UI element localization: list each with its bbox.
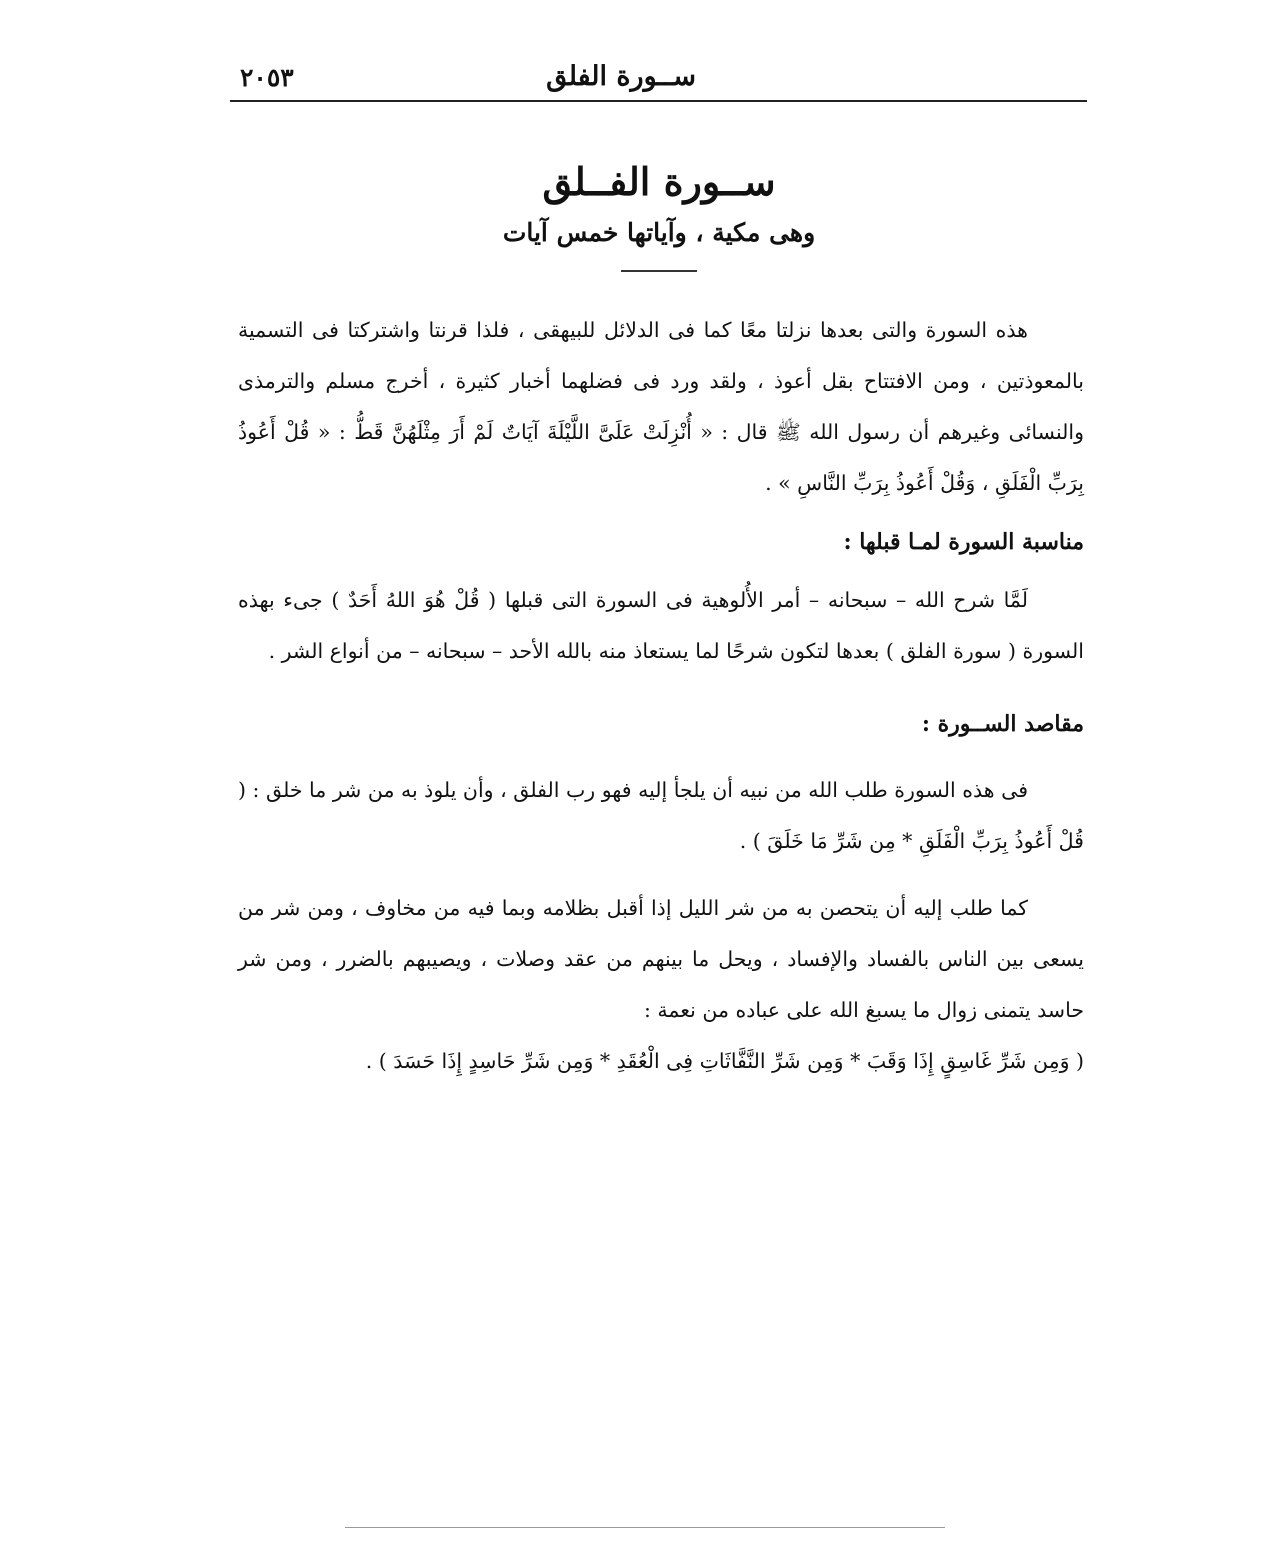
verse-paragraph: ( وَمِن شَرِّ غَاسِقٍ إِذَا وَقَبَ * وَمِن شَرِّ النَّفَّاثَاتِ فِى الْعُقَدِ * وَمِن شَرِّ حَاسِدٍ إِذَا حَسَدَ ) . [365,1049,1084,1073]
objectives-paragraph-2: كما طلب إليه أن يتحصن به من شر الليل إذا أقبل بظلامه وبما فيه من مخاوف ، ومن شر من يسعى بين الناس بالفساد والإفساد ، ويحل ما بينهم من عقد وصلات ، ويصيبهم بالضرر ، ومن شر حاسد يتمنى زوال ما يسبغ الله على عباده من نعمة : [238,896,1084,1022]
surah-subtitle: وهى مكية ، وآياتها خمس آيات [502,218,816,247]
title-divider [621,270,697,272]
body-text [238,305,1084,1087]
page-number: ٢٠٥٣ [240,63,294,92]
running-header-title: ســورة الفلق [546,61,696,92]
relation-paragraph: لَمَّا شرح الله – سبحانه – أمر الأُلوهية فى السورة التى قبلها ( قُلْ هُوَ اللهُ أَحَدٌ ) جىء بهذه السورة ( سورة الفلق ) بعدها لتكون شرحًا لما يستعاذ منه بالله الأحد – سبحانه – من أنواع الشر . [238,588,1084,663]
header-rule [230,100,1087,102]
objectives-paragraph-1: فى هذه السورة طلب الله من نبيه أن يلجأ إليه فهو رب الفلق ، وأن يلوذ به من شر ما خلق : ( قُلْ أَعُوذُ بِرَبِّ الْفَلَقِ * مِن شَرِّ مَا خَلَقَ ) . [238,778,1084,853]
objectives-heading: مقاصد الســورة : [921,711,1084,737]
surah-title: ســورة الفــلق [542,159,776,204]
intro-paragraph: هذه السورة والتى بعدها نزلتا معًا كما فى الدلائل للبيهقى ، فلذا قرنتا واشتركتا فى التسمية بالمعوذتين ، ومن الافتتاح بقل أعوذ ، ولقد ورد فى فضلهما أخبار كثيرة ، أخرج مسلم والترمذى والنسائى وغيرهم أن رسول الله ﷺ قال : « أُنْزِلَتْ عَلَىَّ اللَّيْلَةَ آيَاتٌ لَمْ أَرَ مِثْلَهُنَّ قَطُّ : « قُلْ أَعُوذُ بِرَبِّ الْفَلَقِ ، وَقُلْ أَعُوذُ بِرَبِّ النَّاسِ » . [238,318,1084,495]
title-block [232,150,1086,272]
running-header [232,55,1086,101]
footer-rule [345,1527,945,1528]
relation-heading: مناسبة السورة لمـا قبلها : [843,529,1084,555]
